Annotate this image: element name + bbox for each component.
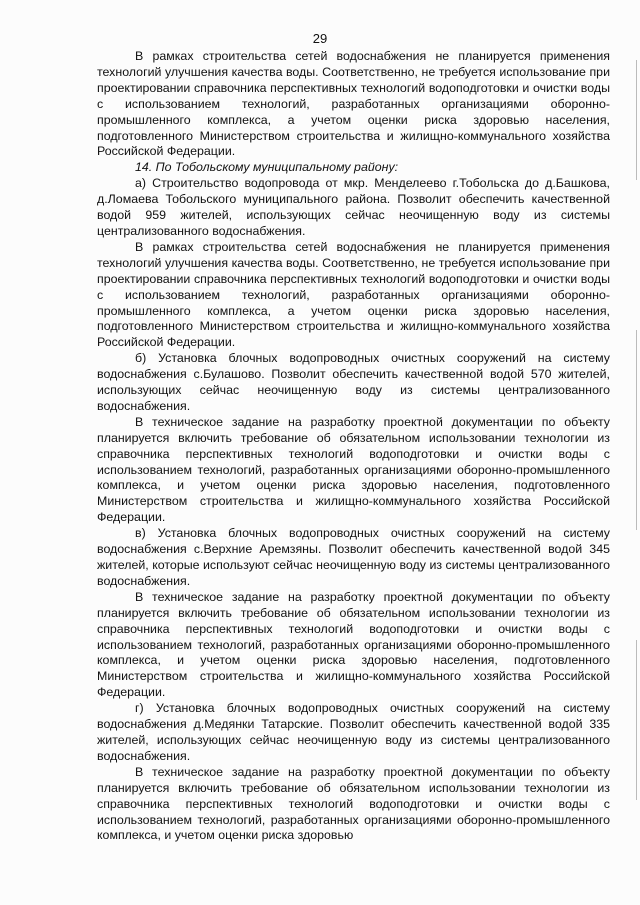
paragraph-water-tech-1: В рамках строительства сетей водоснабжения не планируется применения технологий улучшения качества воды. Соответственно, не требуется использование при проектировании справочника перспективных технологий водоподготовки и очистки воды с использованием технологий, разработанных организациями оборонно-промышленного комплекса, а учетом оценки риска здоровью населения, подготовленного Министерством строительства и жилищно-коммунального хозяйства Российской Федерации.	[97, 49, 610, 159]
page-number: 29	[312, 31, 328, 46]
paragraph-tech-task-1: В техническое задание на разработку проектной документации по объекту планируется включить требование об обязательном использовании технологии из справочника перспективных технологий водоподготовки и очистки воды с использованием технологий, разработанных организациями оборонно-промышленного комплекса, и учетом оценки риска здоровью населения, подготовленного Министерством строительства и жилищно-коммунального хозяйства Российской Федерации.	[97, 414, 610, 525]
paragraph-tech-task-2: В техническое задание на разработку проектной документации по объекту планируется включить требование об обязательном использовании технологии из справочника перспективных технологий водоподготовки и очистки воды с использованием технологий, разработанных организациями оборонно-промышленного комплекса, и учетом оценки риска здоровью населения, подготовленного Министерством строительства и жилищно-коммунального хозяйства Российской Федерации.	[97, 589, 610, 700]
list-item-b: б) Установка блочных водопроводных очистных сооружений на систему водоснабжения с.Булашово. Позволит обеспечить качественной водой 570 жителей, использующих сейчас неочищенную воду из системы централизованного водоснабжения.	[97, 351, 610, 413]
list-item-v: в) Установка блочных водопроводных очистных сооружений на систему водоснабжения с.Верхние Аремзяны. Позволит обеспечить качественной водой 345 жителей, которые используют сейчас неочищенную воду из системы централизованного водоснабжения.	[97, 526, 610, 588]
document-body	[97, 49, 610, 844]
list-item-g: г) Установка блочных водопроводных очистных сооружений на систему водоснабжения д.Медянки Татарские. Позволит обеспечить качественной водой 335 жителей, использующих сейчас неочищенную воду из системы централизованного водоснабжения.	[97, 701, 610, 763]
paragraph-water-tech-2: В рамках строительства сетей водоснабжения не планируется применения технологий улучшения качества воды. Соответственно, не требуется использование при проектировании справочника перспективных технологий водоподготовки и очистки воды с использованием технологий, разработанных организациями оборонно-промышленного комплекса, а учетом оценки риска здоровью населения, подготовленного Министерством строительства и жилищно-коммунального хозяйства Российской Федерации.	[97, 239, 610, 350]
section-heading-tobolsk: 14. По Тобольскому муниципальному району:	[135, 160, 399, 175]
list-item-a: а) Строительство водопровода от мкр. Менделеево г.Тобольска до д.Башкова, д.Ломаева Тобольского муниципального района. Позволит обеспечить качественной водой 959 жителей, использующих сейчас неочищенную воду из системы централизованного водоснабжения.	[97, 176, 610, 238]
scan-edge-mark	[636, 330, 637, 530]
scan-edge-mark	[636, 60, 637, 180]
paragraph-tech-task-3: В техническое задание на разработку проектной документации по объекту планируется включить требование об обязательном использовании технологии из справочника перспективных технологий водоподготовки и очистки воды с использованием технологий, разработанных организациями оборонно-промышленного комплекса, и учетом оценки риска здоровью	[97, 764, 610, 843]
scan-edge-mark	[636, 640, 637, 800]
